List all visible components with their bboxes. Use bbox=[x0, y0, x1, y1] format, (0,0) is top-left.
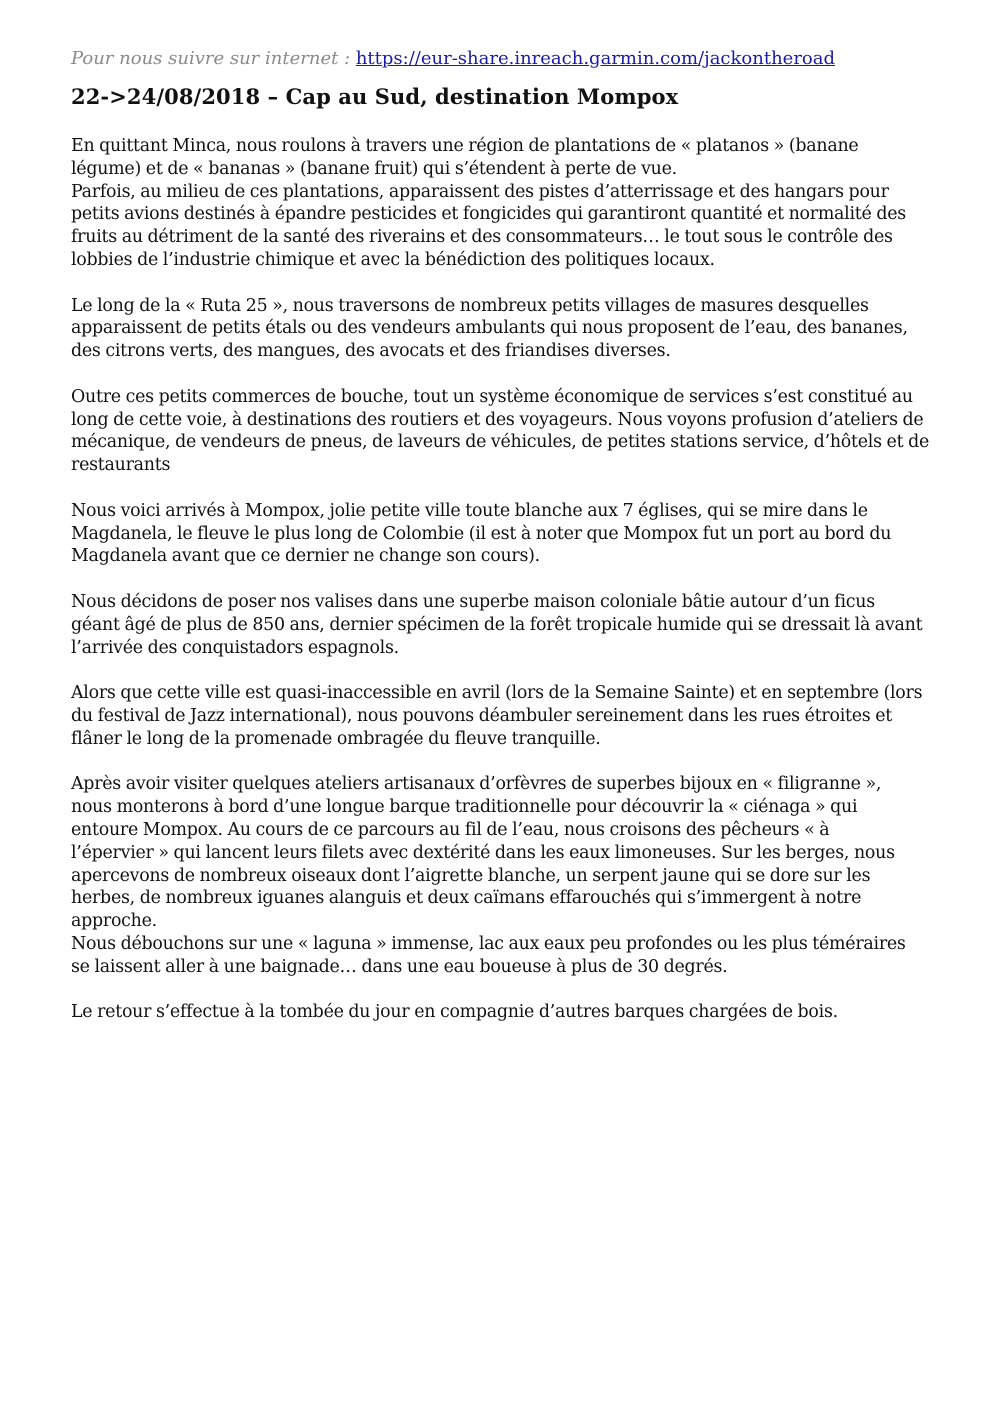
paragraph-line: Parfois, au milieu de ces plantations, apparaissent des pistes d’atterrissage et des hangars pour bbox=[71, 181, 889, 202]
paragraph-line: géant âgé de plus de 850 ans, dernier spécimen de la forêt tropicale humide qui se dressait là avant bbox=[71, 614, 923, 635]
paragraph-line: du festival de Jazz international), nous pouvons déambuler sereinement dans les rues étroites et bbox=[71, 705, 893, 726]
paragraph-line: approche. bbox=[71, 911, 157, 932]
paragraph bbox=[71, 386, 951, 477]
paragraph-line: Nous décidons de poser nos valises dans une superbe maison coloniale bâtie autour d’un ficus bbox=[71, 591, 875, 612]
paragraph-line: Magdanela avant que ce dernier ne change son cours). bbox=[71, 546, 540, 567]
paragraph bbox=[71, 295, 951, 363]
paragraph-line: Le long de la « Ruta 25 », nous traversons de nombreux petits villages de masures desquelles bbox=[71, 295, 869, 316]
paragraph-line: l’épervier » qui lancent leurs filets avec dextérité dans les eaux limoneuses. Sur les berges, nous bbox=[71, 842, 895, 863]
paragraph-line: Alors que cette ville est quasi-inaccessible en avril (lors de la Semaine Sainte) et en septembre (lors bbox=[71, 683, 923, 704]
paragraph bbox=[71, 1001, 951, 1024]
paragraph-line: Nous voici arrivés à Mompox, jolie petite ville toute blanche aux 7 églises, qui se mire dans le bbox=[71, 500, 868, 521]
paragraph bbox=[71, 773, 951, 978]
paragraph bbox=[71, 500, 951, 568]
document-page bbox=[71, 46, 951, 1047]
paragraph-line: apercevons de nombreux oiseaux dont l’aigrette blanche, un serpent jaune qui se dore sur les bbox=[71, 865, 871, 886]
paragraph-line: flâner le long de la promenade ombragée du fleuve tranquille. bbox=[71, 728, 601, 749]
paragraph-line: Outre ces petits commerces de bouche, tout un système économique de services s’est constitué au bbox=[71, 386, 913, 407]
paragraph-line: apparaissent de petits étals ou des vendeurs ambulants qui nous proposent de l’eau, des bananes, bbox=[71, 318, 908, 339]
follow-label: Pour nous suivre sur internet : bbox=[71, 48, 356, 69]
paragraph-line: petits avions destinés à épandre pesticides et fongicides qui garantiront quantité et normalité des bbox=[71, 204, 906, 225]
paragraph-line: Nous débouchons sur une « laguna » immense, lac aux eaux peu profondes ou les plus téméraires bbox=[71, 933, 906, 954]
paragraph-line: l’arrivée des conquistadors espagnols. bbox=[71, 637, 399, 658]
paragraph-line: Magdanela, le fleuve le plus long de Colombie (il est à noter que Mompox fut un port au bord du bbox=[71, 523, 892, 544]
paragraph-line: des citrons verts, des mangues, des avocats et des friandises diverses. bbox=[71, 341, 671, 362]
paragraph bbox=[71, 135, 951, 272]
article-title: 22->24/08/2018 – Cap au Sud, destination Mompox bbox=[71, 84, 679, 109]
paragraph bbox=[71, 591, 951, 659]
paragraph-line: se laissent aller à une baignade… dans une eau boueuse à plus de 30 degrés. bbox=[71, 956, 728, 977]
paragraph-line: En quittant Minca, nous roulons à travers une région de plantations de « platanos » (banane bbox=[71, 136, 859, 156]
paragraph-line: lobbies de l’industrie chimique et avec la bénédiction des politiques locaux. bbox=[71, 249, 715, 270]
follow-line bbox=[71, 46, 951, 72]
paragraph-line: nous monterons à bord d’une longue barque traditionnelle pour découvrir la « ciénaga » qui bbox=[71, 797, 858, 818]
paragraph-line: légume) et de « bananas » (banane fruit) qui s’étendent à perte de vue. bbox=[71, 158, 677, 179]
paragraph-line: long de cette voie, à destinations des routiers et des voyageurs. Nous voyons profusion d’ateliers de bbox=[71, 409, 924, 430]
paragraph-line: mécanique, de vendeurs de pneus, de laveurs de véhicules, de petites stations service, d’hôtels et de bbox=[71, 432, 930, 453]
tracking-link[interactable]: https://eur-share.inreach.garmin.com/jackontheroad bbox=[355, 48, 836, 69]
paragraph-line: entoure Mompox. Au cours de ce parcours au fil de l’eau, nous croisons des pêcheurs « à bbox=[71, 819, 830, 840]
paragraph-line: fruits au détriment de la santé des riverains et des consommateurs… le tout sous le contrôle des bbox=[71, 227, 893, 248]
paragraph-line: Le retour s’effectue à la tombée du jour en compagnie d’autres barques chargées de bois. bbox=[71, 1002, 838, 1023]
article-body bbox=[71, 135, 951, 1024]
paragraph-line: restaurants bbox=[71, 455, 171, 476]
paragraph-line: Après avoir visiter quelques ateliers artisanaux d’orfèvres de superbes bijoux en « filigranne », bbox=[71, 774, 882, 795]
paragraph-line: herbes, de nombreux iguanes alanguis et deux caïmans effarouchés qui s’immergent à notre bbox=[71, 888, 862, 909]
paragraph bbox=[71, 682, 951, 750]
